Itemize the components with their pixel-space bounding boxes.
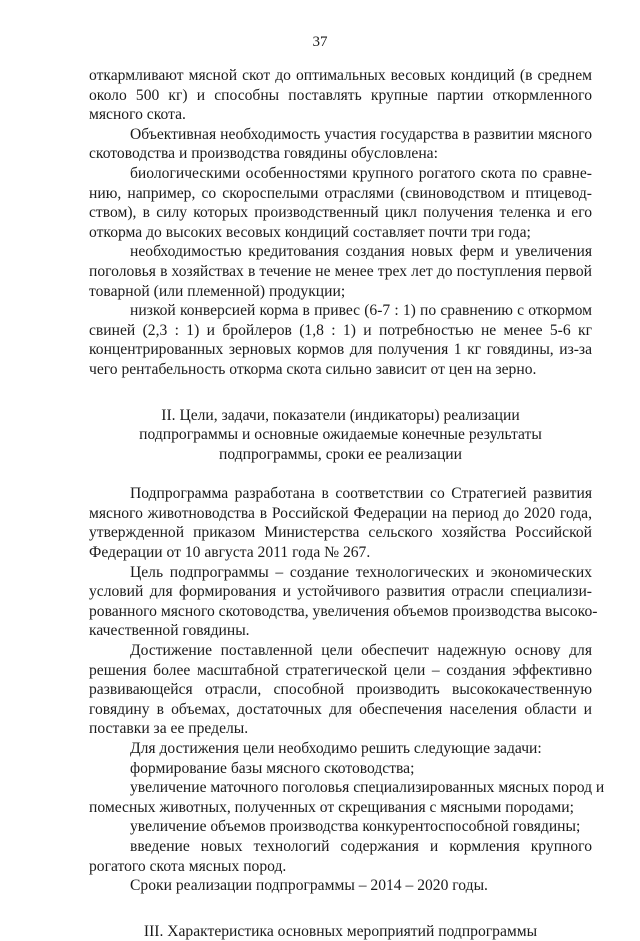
text-line: товарной (или племенной) продукции; <box>89 282 346 300</box>
document-body <box>89 66 605 941</box>
text-line: мясного скота. <box>89 106 186 124</box>
text-line: условий для формирования и устойчивого развития отрасли специализи- <box>89 583 592 601</box>
text-line: ством), в силу которых производственный цикл получения теленка и его <box>89 204 592 222</box>
section-spacer <box>89 380 592 406</box>
text-line: скотоводства и производства говядины обусловлена: <box>89 145 438 163</box>
text-line: увеличение объемов производства конкурентоспособной говядины; <box>130 818 581 836</box>
text-line: необходимостью кредитования создания новых ферм и увеличения <box>130 243 592 261</box>
text-line: откармливают мясной скот до оптимальных весовых кондиций (в среднем <box>89 67 592 84</box>
text-line: помесных животных, полученных от скрещивания с мясными породами; <box>89 798 574 816</box>
text-line: Достижение поставленной цели обеспечит надежную основу для <box>130 642 592 660</box>
text-line: низкой конверсией корма в привес (6-7 : 1) по сравнению с откормом <box>130 302 592 320</box>
text-line: около 500 кг) и способны поставлять крупные партии откормленного <box>89 86 592 104</box>
text-line: Федерации от 10 августа 2011 года № 267. <box>89 544 371 562</box>
section-heading-line: II. Цели, задачи, показатели (индикаторы) реализации <box>161 406 520 424</box>
text-line: Сроки реализации подпрограммы – 2014 – 2020 годы. <box>130 877 488 895</box>
text-line: биологическими особенностями крупного рогатого скота по сравне- <box>130 164 592 182</box>
text-line: рованного мясного скотоводства, увеличения объемов производства высоко- <box>89 602 598 620</box>
text-line: откорма до высоких весовых кондиций составляет почти три года; <box>89 223 531 241</box>
text-line: Для достижения цели необходимо решить следующие задачи: <box>130 740 542 757</box>
text-line: рогатого скота мясных пород. <box>89 857 287 875</box>
text-line: мясного животноводства в Российской Федерации на период до 2020 года, <box>89 504 592 522</box>
text-line: введение новых технологий содержания и кормления крупного <box>130 837 592 855</box>
section-spacer <box>89 464 592 484</box>
section-heading-line: подпрограммы, сроки ее реализации <box>219 445 462 463</box>
text-line: увеличение маточного поголовья специализированных мясных пород и <box>130 779 605 797</box>
section-heading-line: подпрограммы и основные ожидаемые конечные результаты <box>139 426 542 444</box>
text-line: Объективная необходимость участия государства в развитии мясного <box>130 125 592 143</box>
text-line: поголовья в хозяйствах в течение не менее трех лет до поступления первой <box>89 262 592 280</box>
text-line: развивающейся отрасли, способной производить высококачественную <box>89 681 592 699</box>
text-line: нию, например, со скороспелыми отраслями (свиноводством и птицевод- <box>89 184 592 202</box>
section-heading-line: III. Характеристика основных мероприятий подпрограммы <box>143 922 538 940</box>
text-line: концентрированных зерновых кормов для получения 1 кг говядины, из-за <box>89 341 592 359</box>
text-line: чего рентабельность откорма скота сильно зависит от цен на зерно. <box>89 360 537 378</box>
text-line: Подпрограмма разработана в соответствии со Стратегией развития <box>130 485 592 503</box>
text-line: решения более масштабной стратегической цели – создания эффективно <box>89 661 592 679</box>
text-line: свиней (2,3 : 1) и бройлеров (1,8 : 1) и потребностью не менее 5-6 кг <box>89 321 592 339</box>
section-spacer <box>89 896 592 922</box>
text-line: формирование базы мясного скотоводства; <box>130 759 415 777</box>
text-line: Цель подпрограммы – создание технологических и экономических <box>130 563 592 581</box>
page-number: 37 <box>312 34 328 50</box>
text-line: утвержденной приказом Министерства сельского хозяйства Российской <box>89 524 592 542</box>
text-line: качественной говядины. <box>89 622 250 640</box>
text-line: говядину в объемах, достаточных для обеспечения населения области и <box>89 700 592 718</box>
text-line: поставки за ее пределы. <box>89 720 249 738</box>
